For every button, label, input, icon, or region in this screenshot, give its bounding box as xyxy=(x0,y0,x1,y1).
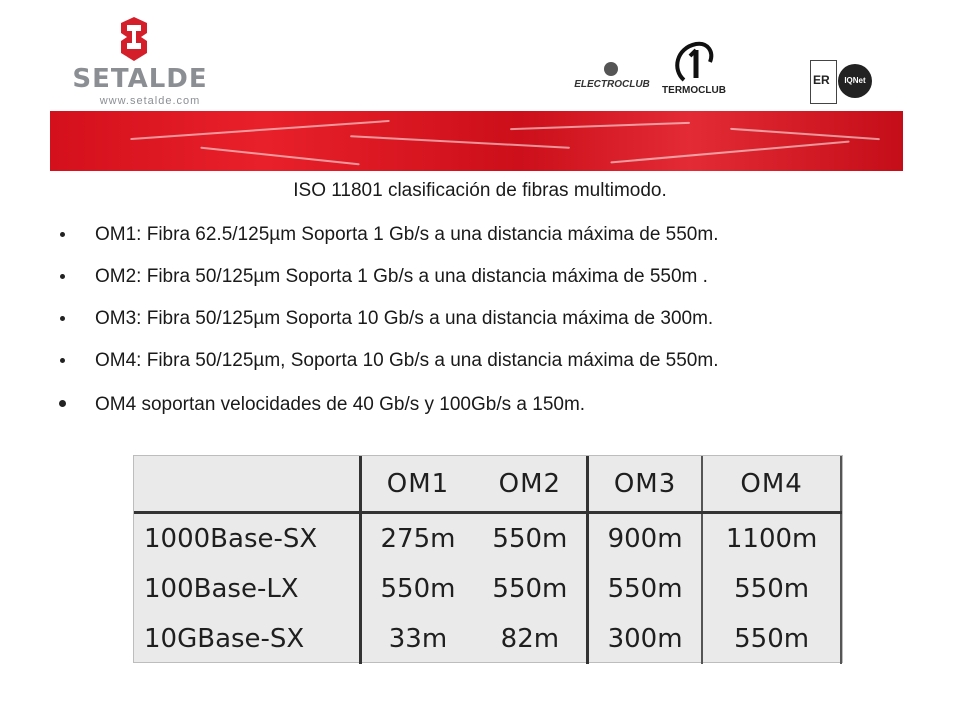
table-row-label: 10GBase-SX xyxy=(144,624,305,654)
table-row-label: 100Base-LX xyxy=(144,574,299,604)
table-cell: 550m xyxy=(492,574,568,604)
bullet-dot-icon xyxy=(60,358,65,363)
setalde-emblem-icon xyxy=(117,15,151,63)
bullet-item xyxy=(56,222,936,248)
table-cell: 300m xyxy=(587,614,702,664)
bullet-item xyxy=(56,264,936,290)
table-row xyxy=(134,564,841,614)
table-header-om1: OM1 xyxy=(361,456,474,513)
table-header-empty xyxy=(134,456,361,513)
electroclub-label: ELECTROCLUB xyxy=(574,79,650,90)
table-header-om2: OM2 xyxy=(498,468,562,499)
aenor-er-cert-icon xyxy=(810,60,837,104)
bullet-dot-icon xyxy=(60,274,65,279)
table-cell: 550m xyxy=(587,564,702,614)
table-header-row xyxy=(134,456,841,513)
table-cell: 900m xyxy=(587,513,702,565)
table-cell: 550m xyxy=(361,564,474,614)
bullet-dot-icon xyxy=(60,232,65,237)
table-cell: 82m xyxy=(500,624,560,654)
termoclub-label: TERMOCLUB xyxy=(662,85,726,96)
electroclub-logo xyxy=(572,60,652,100)
bullet-list xyxy=(56,222,936,418)
bullet-dot-icon xyxy=(59,400,66,407)
iqnet-cert-icon xyxy=(838,64,872,98)
table-header-om4: OM4 xyxy=(702,456,841,513)
table-cell: 550m xyxy=(492,524,568,554)
cert-iqnet-label: IQNet xyxy=(844,76,866,85)
red-fiber-banner xyxy=(50,111,903,171)
bullet-item xyxy=(56,306,936,332)
bullet-text: OM1: Fibra 62.5/125µm Soporta 1 Gb/s a una distancia máxima de 550m. xyxy=(95,224,719,245)
bullet-text: OM4 soportan velocidades de 40 Gb/s y 100Gb/s a 150m. xyxy=(95,394,586,415)
table-row xyxy=(134,513,841,565)
setalde-logo xyxy=(55,15,225,107)
table-header-om3: OM3 xyxy=(587,456,702,513)
bullet-item xyxy=(56,392,936,418)
table-row xyxy=(134,614,841,664)
bullet-text: OM4: Fibra 50/125µm, Soporta 10 Gb/s a una distancia máxima de 550m. xyxy=(95,350,719,371)
table-row-label: 1000Base-SX xyxy=(144,524,318,554)
logo-wordmark: SETALDE xyxy=(72,64,208,94)
bullet-dot-icon xyxy=(60,316,65,321)
fiber-distance-table-image xyxy=(133,455,843,663)
logo-url: www.setalde.com xyxy=(99,95,201,107)
termoclub-emblem-icon xyxy=(662,40,726,86)
table-cell: 1100m xyxy=(702,513,841,565)
table-cell: 33m xyxy=(361,614,474,664)
bullet-text: OM3: Fibra 50/125µm Soporta 10 Gb/s a una distancia máxima de 300m. xyxy=(95,308,714,329)
table-cell: 550m xyxy=(702,564,841,614)
slide-title: ISO 11801 clasificación de fibras multimodo. xyxy=(293,180,667,201)
termoclub-logo xyxy=(662,40,726,100)
table-cell: 550m xyxy=(702,614,841,664)
bullet-item xyxy=(56,348,936,374)
bullet-text: OM2: Fibra 50/125µm Soporta 1 Gb/s a una distancia máxima de 550m . xyxy=(95,266,708,287)
table-cell: 275m xyxy=(361,513,474,565)
cert-er-label: ER xyxy=(813,73,830,87)
fiber-distance-table xyxy=(134,456,842,664)
electroclub-emblem-icon xyxy=(604,62,618,76)
